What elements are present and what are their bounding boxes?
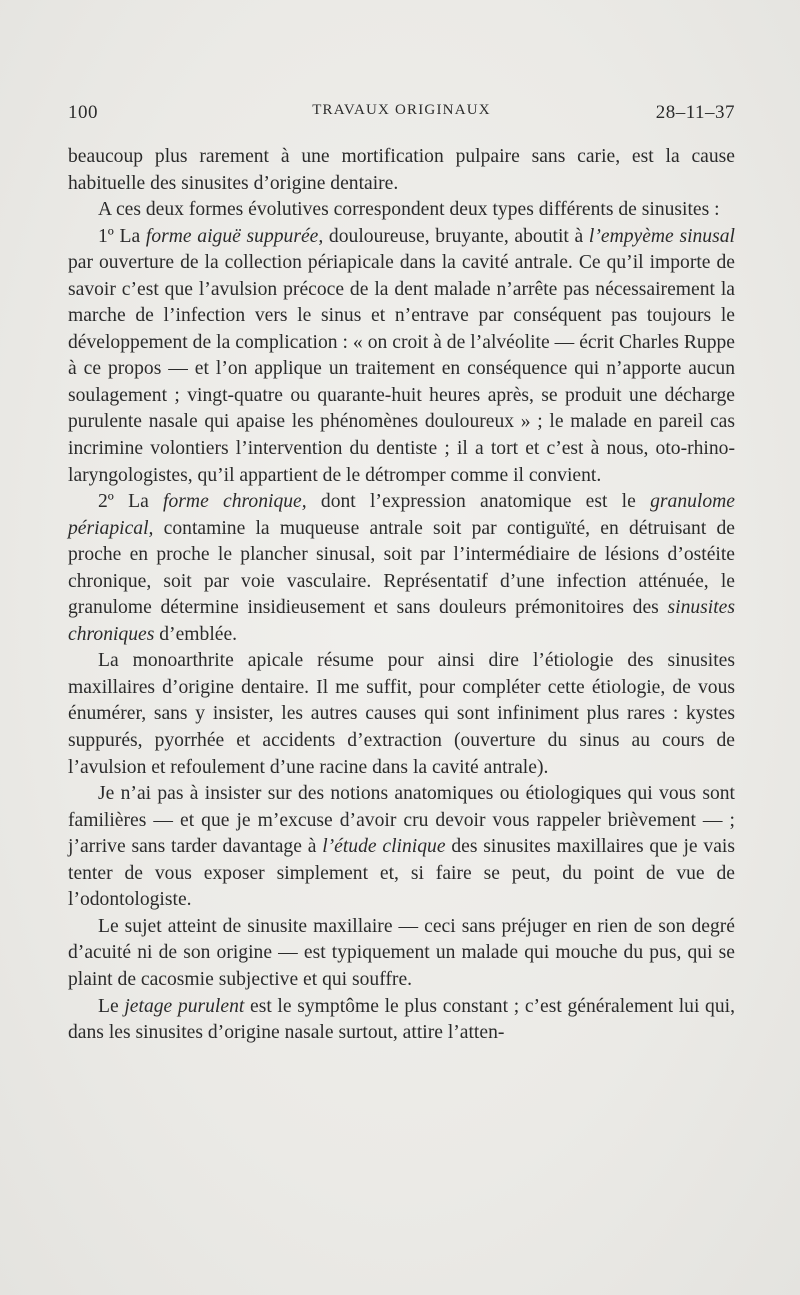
page-number: 100: [68, 102, 98, 123]
paragraph: [68, 994, 735, 1047]
text-run: La monoarthrite apicale résume pour ainsi dire l’étiologie des sinusites maxillaires d’origine dentaire. Il me suffit, pour compléter cette étiologie, de vous énumérer, sans y insister, les autres causes qui sont infiniment plus rares : kystes suppurés, pyorrhée et accidents d’extraction (ouverture du sinus au cours de l’avulsion et refoulement d’une racine dans la cavité antrale).: [68, 650, 735, 778]
text-run: dont l’expression anatomique est le: [306, 491, 651, 513]
text-run: des sinusites maxillaires que je vais tenter de vous exposer simplement et, si faire se peut, du point de vue de l’odontologiste.: [68, 836, 735, 911]
paragraph: [68, 648, 735, 781]
paragraph: [68, 489, 735, 648]
text-run: Je n’ai pas à insister sur des notions anatomiques ou étiologiques qui vous sont familières — et que je m’excuse d’avoir cru devoir vous rappeler brièvement — ; j’arrive sans tarder davantage à: [68, 783, 735, 858]
paragraph: [68, 144, 735, 197]
italic-text: l’étude clinique: [322, 836, 446, 858]
text-run: d’emblée.: [154, 623, 238, 645]
text-run: 1º La: [98, 225, 146, 247]
italic-text: forme chronique,: [163, 491, 307, 513]
italic-text: forme aiguë suppurée,: [145, 225, 324, 247]
text-run: Le: [98, 995, 125, 1017]
body-text: [68, 144, 735, 1047]
paragraph: [68, 914, 735, 994]
text-run: beaucoup plus rarement à une mortification pulpaire sans carie, est la cause habituelle des sinusites d’origine dentaire.: [68, 146, 735, 194]
paragraph: [68, 224, 735, 489]
paragraph: [68, 197, 735, 224]
italic-text: sinusites chroniques: [68, 597, 735, 645]
italic-text: l’empyème sinusal: [588, 225, 735, 247]
text-run: par ouverture de la collection périapicale dans la cavité antrale. Ce qu’il importe de savoir c’est que l’avulsion précoce de la dent malade n’arrête pas nécessairement la marche de l’infection vers le sinus et n’entrave par conséquent pas toujours le développement de la complication : « on croit à de l’alvéolite — écrit Charles Ruppe à ce propos — et l’on applique un traitement en conséquence qui n’apporte aucun soulagement ; vingt-quatre ou quarante-huit heures après, se produit une décharge purulente nasale qui apaise les phénomènes douloureux » ; le malade en pareil cas incrimine volontiers l’intervention du dentiste ; il a tort et c’est à nous, oto-rhino-laryngologistes, qu’il appartient de le détromper comme il convient.: [68, 252, 735, 486]
text-run: douloureuse, bruyante, aboutit à: [323, 225, 589, 247]
text-run: 2º La: [98, 491, 164, 513]
header-date: 28–11–37: [655, 102, 735, 123]
text-run: Le sujet atteint de sinusite maxillaire — ceci sans préjuger en rien de son degré d’acuité ni de son origine — est typiquement un malade qui mouche du pus, qui se plaint de cacosmie subjective et qui souffre.: [68, 915, 735, 990]
text-run: est le symptôme le plus constant ; c’est généralement lui qui, dans les sinusites d’origine nasale surtout, attire l’atten-: [68, 995, 735, 1044]
text-run: contamine la muqueuse antrale soit par contiguïté, en détruisant de proche en proche le plancher sinusal, soit par l’intermédiaire de lésions d’ostéite chronique, soit par voie vasculaire. Représentatif d’une infection atténuée, le granulome détermine insidieusement et sans douleurs prémonitoires des: [68, 517, 735, 619]
running-head: [68, 102, 735, 128]
text-run: A ces deux formes évolutives correspondent deux types différents de sinusites :: [98, 199, 720, 221]
italic-text: granulome périapical,: [68, 491, 735, 539]
italic-text: jetage purulent: [124, 995, 245, 1017]
running-title: TRAVAUX ORIGINAUX: [312, 102, 491, 118]
paragraph: [68, 781, 735, 914]
